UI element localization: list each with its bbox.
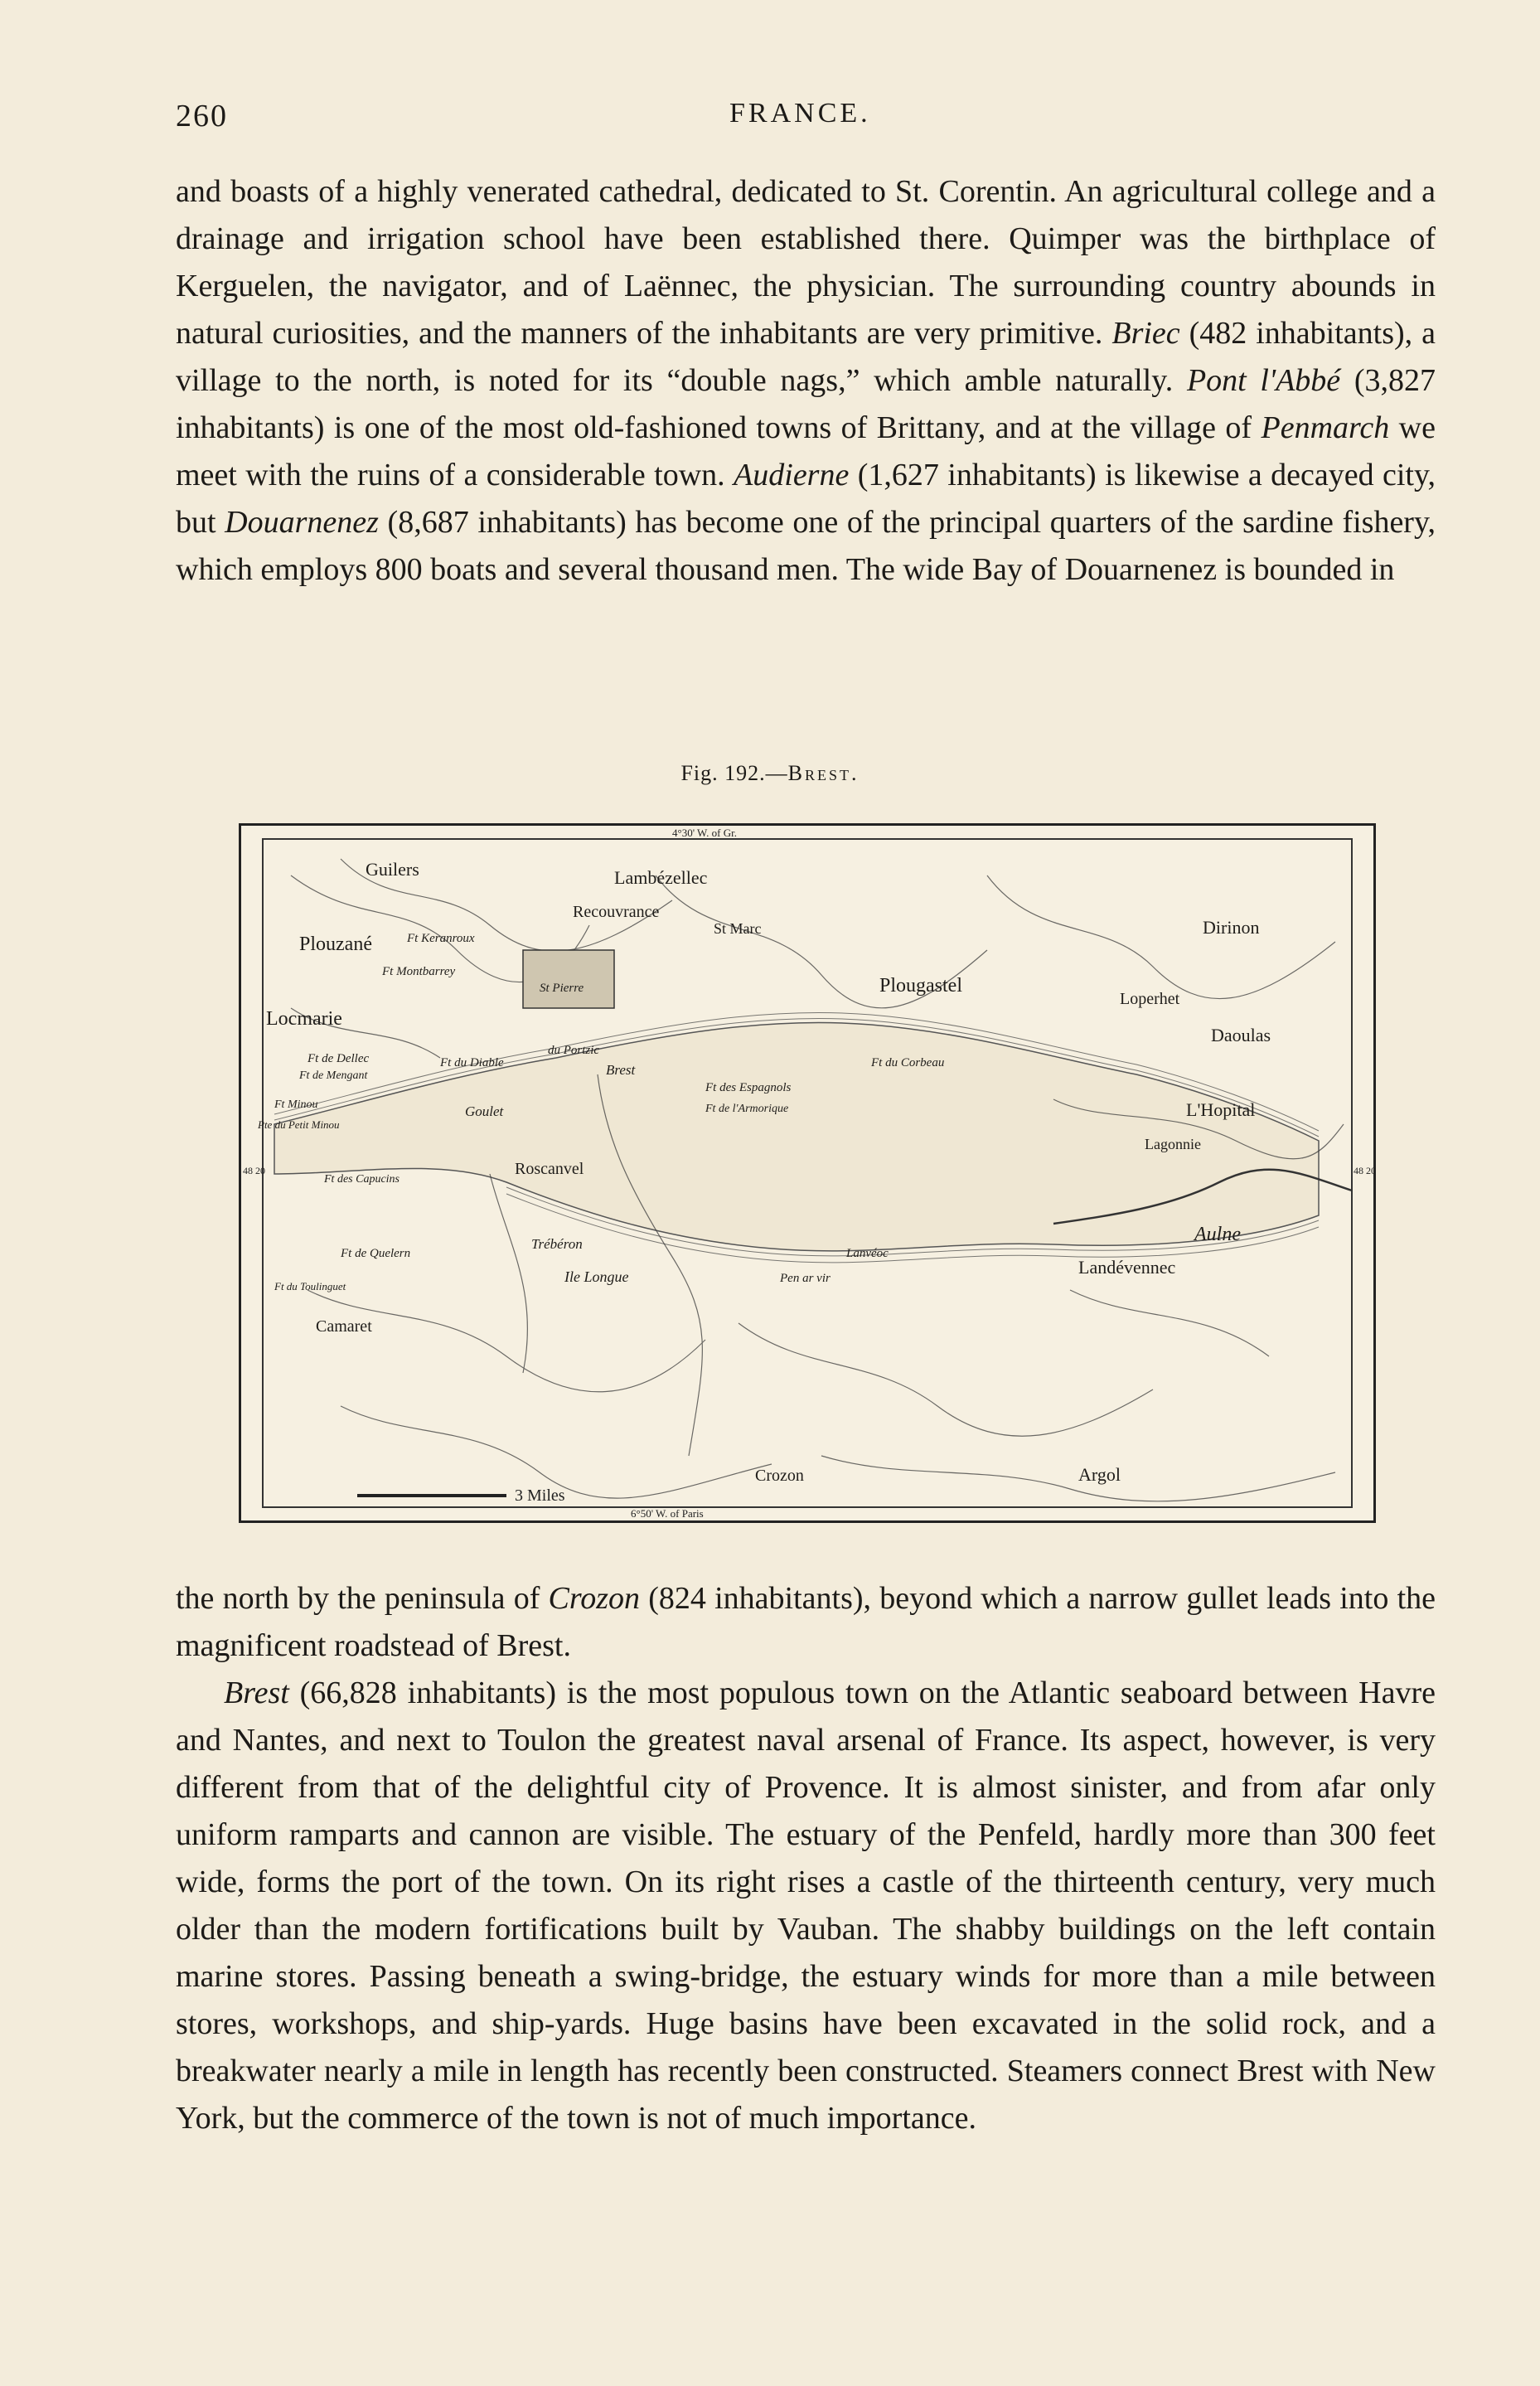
map-latitude-right: 48 20 bbox=[1354, 1165, 1376, 1176]
text-run: (3,827 inhabitants) is one of the most old-fashioned towns of Brittany, and at the village of bbox=[176, 363, 1436, 445]
text-run: (482 inhabitants), a village to the north, is noted for its “double nags,” which amble naturally. bbox=[176, 316, 1436, 398]
map-place-label: Lanvéoc bbox=[846, 1247, 889, 1260]
top-paragraph bbox=[176, 168, 1436, 594]
map-place-label: Loperhet bbox=[1120, 990, 1180, 1008]
map-place-label: St Pierre bbox=[540, 982, 584, 995]
italic-name: Brest bbox=[224, 1676, 289, 1710]
map-place-label: Ft des Capucins bbox=[324, 1173, 400, 1186]
map-place-label: du Portzic bbox=[548, 1044, 600, 1057]
map-latitude-left: 48 20 bbox=[243, 1165, 265, 1176]
map-place-label: Ft Minou bbox=[274, 1098, 318, 1111]
map-place-label: Pen ar vir bbox=[780, 1272, 831, 1285]
italic-name: Douarnenez bbox=[225, 505, 379, 540]
bottom-paragraph bbox=[176, 1575, 1436, 1670]
map-place-label: Recouvrance bbox=[573, 903, 660, 921]
map-place-label: Lagonnie bbox=[1145, 1136, 1201, 1152]
map-bottom-scale: 6°50' W. of Paris bbox=[631, 1507, 704, 1520]
map-place-label: Pte du Petit Minou bbox=[258, 1118, 340, 1131]
text-run: (66,828 inhabitants) is the most populous town on the Atlantic seaboard between Havre and Nantes, and next to Toulon the greatest naval arsenal of France. Its aspect, however, is very different from that of the delightful city of Provence. It is almost sinister, and from afar only uniform ramparts and cannon are visible. The estuary of the Penfeld, hardly more than 300 feet wide, forms the port of the town. On its right rises a castle of the thirteenth century, very much older than the modern fortifications built by Vauban. The shabby buildings on the left contain marine stores. Passing beneath a swing-bridge, the estuary winds for more than a mile between stores, workshops, and ship-yards. Huge basins have been excavated in the solid rock, and a breakwater nearly a mile in length has recently been constructed. Steamers connect Brest with New York, but the commerce of the town is not of much importance. bbox=[176, 1676, 1436, 2136]
text-run: the north by the peninsula of bbox=[176, 1581, 549, 1616]
map-place-label: Guilers bbox=[366, 859, 419, 880]
italic-name: Penmarch bbox=[1261, 410, 1390, 445]
map-place-label: Ft du Corbeau bbox=[871, 1056, 945, 1069]
running-head bbox=[0, 98, 1540, 134]
text-block-top bbox=[176, 168, 1436, 594]
map-place-label: Ft de Dellec bbox=[308, 1052, 370, 1065]
map-place-label: Ft Keranroux bbox=[407, 932, 475, 945]
map-place-label: Brest bbox=[606, 1062, 636, 1078]
map-place-label: Ft du Toulinguet bbox=[274, 1280, 346, 1292]
text-run: (8,687 inhabitants) has become one of the principal quarters of the sardine fishery, which employs 800 boats and several thousand men. The wide Bay of Douarnenez is bounded in bbox=[176, 505, 1436, 587]
map-scale-bar-label: 3 Miles bbox=[515, 1486, 565, 1505]
text-run: we meet with the ruins of a considerable town. bbox=[176, 410, 1436, 492]
map-place-label: Ft Montbarrey bbox=[382, 965, 456, 978]
italic-name: Audierne bbox=[734, 458, 850, 492]
map-place-label: Ft de Mengant bbox=[299, 1069, 368, 1082]
map-place-label: Ile Longue bbox=[564, 1268, 629, 1285]
map-top-scale: 4°30' W. of Gr. bbox=[672, 827, 737, 839]
caption-title: Brest. bbox=[787, 761, 860, 785]
map-place-label: Lambézellec bbox=[614, 867, 708, 888]
page-number: 260 bbox=[176, 99, 228, 133]
map-place-label: Goulet bbox=[465, 1103, 504, 1119]
map-place-label: Ft du Diable bbox=[440, 1056, 504, 1069]
italic-name: Crozon bbox=[548, 1581, 641, 1616]
map-place-label: Aulne bbox=[1194, 1224, 1241, 1245]
map-place-label: Dirinon bbox=[1203, 917, 1260, 938]
italic-name: Briec bbox=[1111, 316, 1180, 351]
map-place-label: St Marc bbox=[714, 920, 762, 937]
map-place-label: Landévennec bbox=[1078, 1257, 1176, 1278]
brest-map bbox=[239, 823, 1376, 1523]
map-place-label: Ft de Quelern bbox=[341, 1247, 411, 1260]
map-place-label: Locmarie bbox=[266, 1008, 342, 1030]
map-place-label: Daoulas bbox=[1211, 1025, 1271, 1045]
map-place-label: Roscanvel bbox=[515, 1160, 584, 1178]
map-place-label: L'Hopital bbox=[1186, 1099, 1256, 1120]
italic-name: Pont l'Abbé bbox=[1186, 363, 1341, 398]
text-block-bottom bbox=[176, 1575, 1436, 2142]
text-run: (1,627 inhabitants) is likewise a decayed city, but bbox=[176, 458, 1436, 540]
map-place-label: Plougastel bbox=[879, 975, 962, 997]
bottom-paragraph bbox=[176, 1670, 1436, 2142]
figure-caption bbox=[0, 761, 1540, 786]
map-place-label: Camaret bbox=[316, 1317, 372, 1336]
text-run: and boasts of a highly venerated cathedral, dedicated to St. Corentin. An agricultural college and a drainage and irrigation school have been established there. Quimper was the birthplace of Kerguelen, the navigator, and of Laënnec, the physician. The surrounding country abounds in natural curiosities, and the manners of the inhabitants are very primitive. bbox=[176, 174, 1436, 351]
map-place-label: Crozon bbox=[755, 1467, 804, 1485]
map-place-label: Plouzané bbox=[299, 934, 372, 955]
map-place-label: Argol bbox=[1078, 1464, 1121, 1485]
map-place-label: Ft des Espagnols bbox=[705, 1081, 792, 1094]
caption-prefix: Fig. 192.— bbox=[680, 761, 788, 785]
running-title: FRANCE. bbox=[729, 98, 871, 129]
map-place-label: Ft de l'Armorique bbox=[705, 1103, 789, 1115]
map-place-label: Trébéron bbox=[531, 1236, 583, 1252]
text-run: (824 inhabitants), beyond which a narrow gullet leads into the magnificent roadstead of Brest. bbox=[176, 1581, 1436, 1663]
